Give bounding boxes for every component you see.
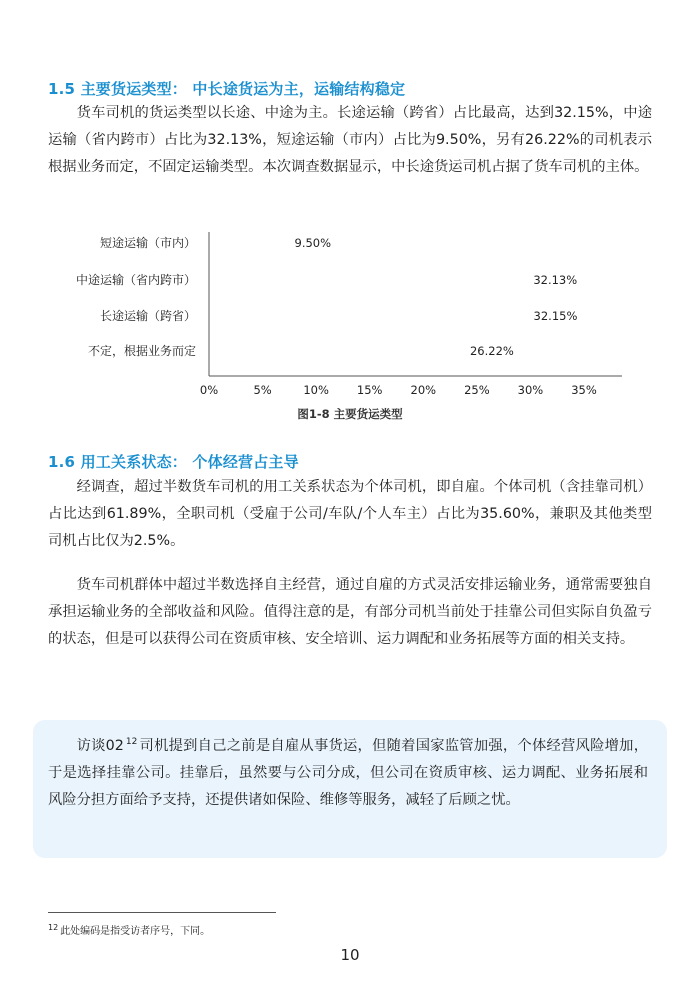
x-tick-label: 0% — [199, 383, 219, 397]
data-label: 32.13% — [533, 273, 578, 287]
x-tick-label: 35% — [571, 383, 597, 397]
footnote-text: 此处编码是指受访者序号，下同。 — [60, 926, 211, 937]
data-label: 26.22% — [469, 344, 514, 358]
category-label: 不定，根据业务而定 — [87, 344, 196, 358]
x-tick-label: 10% — [303, 383, 329, 397]
data-label: 32.15% — [533, 309, 578, 323]
x-tick-label: 5% — [253, 383, 272, 397]
category-label: 长途运输（跨省） — [99, 309, 196, 323]
page-number: 10 — [340, 946, 360, 964]
interview-callout-text — [48, 733, 648, 814]
footnote-marker: 12 — [48, 922, 59, 932]
figure-caption: 图1-8 主要货运类型 — [297, 407, 403, 421]
section-heading-1-5: 1.5 主要货运类型： 中长途货运为主，运输结构稳定 — [48, 80, 406, 98]
footnote — [48, 922, 210, 937]
x-tick-label: 15% — [356, 383, 383, 397]
interview-body: 司机提到自己之前是自雇从事货运，但随着国家监管加强，个体经营风险增加，于是选择挂靠公司。挂靠后，虽然要与公司分成，但公司在资质审核、运力调配、业务拓展和风险分担方面给予支持，还提供诸如保险、维修等服务，减轻了后顾之忧。 — [48, 738, 648, 808]
interview-lead: 访谈02 — [76, 738, 124, 754]
footnote-divider — [48, 912, 276, 913]
section-1-6-paragraph-1: 经调查，超过半数货车司机的用工关系状态为个体司机，即自雇。个体司机（含挂靠司机）占比达到61.89%，全职司机（受雇于公司/车队/个人车主）占比为35.60%，兼职及其他类型司机占比仅为2.5%。 — [48, 479, 652, 549]
section-heading-1-6: 1.6 用工关系状态： 个体经营占主导 — [48, 453, 299, 471]
footnote-reference[interactable]: 12 — [125, 737, 138, 748]
data-label: 9.50% — [294, 236, 332, 250]
x-tick-label: 20% — [410, 383, 437, 397]
section-1-5-paragraph: 货车司机的货运类型以长途、中途为主。长途运输（跨省）占比最高，达到32.15%，中途运输（省内跨市）占比为32.13%，短途运输（市内）占比为9.50%，另有26.22%的司机表示根据业务而定，不固定运输类型。本次调查数据显示，中长途货运司机占据了货车司机的主体。 — [48, 105, 652, 175]
interview-callout-box — [33, 720, 667, 858]
section-1-6-paragraph-2: 货车司机群体中超过半数选择自主经营，通过自雇的方式灵活安排运输业务，通常需要独自承担运输业务的全部收益和风险。值得注意的是，有部分司机当前处于挂靠公司但实际自负盈亏的状态，但是可以获得公司在资质审核、安全培训、运力调配和业务拓展等方面的相关支持。 — [48, 577, 652, 647]
category-label: 短途运输（市内） — [99, 236, 196, 250]
category-label: 中途运输（省内跨市） — [75, 273, 196, 287]
cargo-type-chart — [0, 230, 700, 400]
x-tick-label: 25% — [464, 383, 490, 397]
x-tick-label: 30% — [517, 383, 544, 397]
